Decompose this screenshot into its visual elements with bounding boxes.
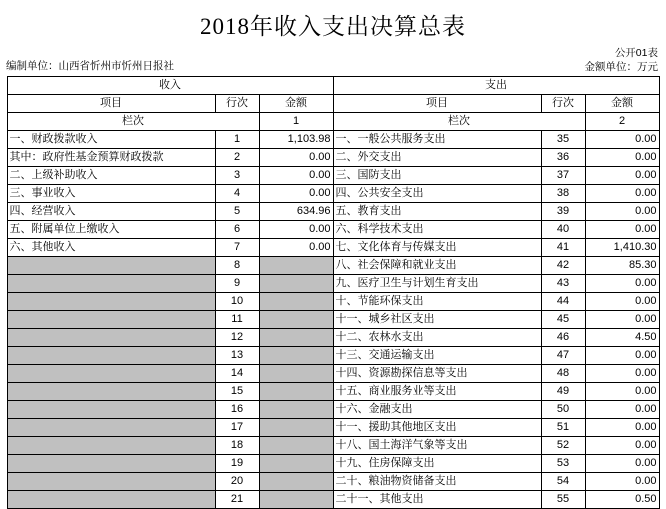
page-title: 2018年收入支出决算总表 — [200, 14, 466, 39]
cell-income-amount: 0.00 — [259, 185, 333, 203]
meta-row-top — [0, 47, 666, 60]
table-row — [7, 419, 659, 437]
cell-income-line: 19 — [215, 455, 259, 473]
cell-income-line: 10 — [215, 293, 259, 311]
cell-income-amount: 1,103.98 — [259, 131, 333, 149]
cell-exp-item: 十一、城乡社区支出 — [333, 311, 541, 329]
cell-income-line: 8 — [215, 257, 259, 275]
table-row — [7, 311, 659, 329]
cell-income-amount — [259, 383, 333, 401]
cell-income-line: 3 — [215, 167, 259, 185]
cell-exp-line: 55 — [541, 491, 585, 509]
cell-exp-item: 十一、援助其他地区支出 — [333, 419, 541, 437]
cell-income-amount: 0.00 — [259, 149, 333, 167]
cell-income-amount — [259, 491, 333, 509]
cell-exp-line: 46 — [541, 329, 585, 347]
table-row — [7, 455, 659, 473]
cell-income-item — [7, 419, 215, 437]
group-header-income: 收入 — [7, 77, 333, 95]
cell-exp-amount: 1,410.30 — [585, 239, 659, 257]
cell-income-line: 6 — [215, 221, 259, 239]
cell-exp-item: 五、教育支出 — [333, 203, 541, 221]
cell-income-line: 16 — [215, 401, 259, 419]
cell-exp-amount: 0.00 — [585, 437, 659, 455]
cell-exp-line: 43 — [541, 275, 585, 293]
cell-exp-line: 53 — [541, 455, 585, 473]
cell-exp-item: 十四、资源勘探信息等支出 — [333, 365, 541, 383]
cell-income-line: 18 — [215, 437, 259, 455]
cell-exp-line: 41 — [541, 239, 585, 257]
cell-exp-item: 四、公共安全支出 — [333, 185, 541, 203]
table-column-header-row — [7, 95, 659, 113]
column-header-income-line: 行次 — [215, 95, 259, 113]
cell-income-item — [7, 473, 215, 491]
table-row — [7, 239, 659, 257]
cell-exp-amount: 0.00 — [585, 455, 659, 473]
cell-exp-item: 二、外交支出 — [333, 149, 541, 167]
group-header-expenditure: 支出 — [333, 77, 659, 95]
cell-exp-item: 十六、金融支出 — [333, 401, 541, 419]
subheader-income-number: 1 — [259, 113, 333, 131]
cell-exp-item: 八、社会保障和就业支出 — [333, 257, 541, 275]
cell-income-line: 17 — [215, 419, 259, 437]
cell-exp-line: 48 — [541, 365, 585, 383]
cell-exp-item: 三、国防支出 — [333, 167, 541, 185]
cell-exp-line: 39 — [541, 203, 585, 221]
cell-exp-line: 51 — [541, 419, 585, 437]
cell-exp-line: 54 — [541, 473, 585, 491]
cell-income-item — [7, 491, 215, 509]
table-row — [7, 437, 659, 455]
cell-income-line: 5 — [215, 203, 259, 221]
table-row — [7, 365, 659, 383]
cell-income-amount — [259, 401, 333, 419]
table-row — [7, 329, 659, 347]
cell-exp-item: 二十、粮油物资储备支出 — [333, 473, 541, 491]
cell-income-item — [7, 329, 215, 347]
cell-income-amount — [259, 437, 333, 455]
table-body — [7, 131, 659, 509]
cell-exp-amount: 0.50 — [585, 491, 659, 509]
cell-exp-line: 40 — [541, 221, 585, 239]
cell-income-item — [7, 293, 215, 311]
table-row — [7, 401, 659, 419]
cell-exp-amount: 0.00 — [585, 293, 659, 311]
cell-exp-item: 七、文化体育与传媒支出 — [333, 239, 541, 257]
cell-exp-amount: 0.00 — [585, 365, 659, 383]
cell-income-item: 四、经营收入 — [7, 203, 215, 221]
cell-exp-amount: 0.00 — [585, 203, 659, 221]
cell-exp-line: 35 — [541, 131, 585, 149]
cell-exp-amount: 0.00 — [585, 167, 659, 185]
cell-exp-line: 42 — [541, 257, 585, 275]
cell-income-item — [7, 455, 215, 473]
column-header-exp-item: 项目 — [333, 95, 541, 113]
cell-income-amount — [259, 473, 333, 491]
cell-exp-line: 37 — [541, 167, 585, 185]
cell-exp-line: 36 — [541, 149, 585, 167]
cell-income-amount: 0.00 — [259, 239, 333, 257]
amount-unit: 金额单位：万元 — [584, 61, 658, 73]
cell-income-item: 五、附属单位上缴收入 — [7, 221, 215, 239]
cell-exp-amount: 0.00 — [585, 419, 659, 437]
column-header-exp-amount: 金额 — [585, 95, 659, 113]
cell-exp-line: 44 — [541, 293, 585, 311]
cell-exp-amount: 0.00 — [585, 275, 659, 293]
cell-exp-item: 十八、国土海洋气象等支出 — [333, 437, 541, 455]
cell-income-line: 13 — [215, 347, 259, 365]
cell-exp-amount: 0.00 — [585, 401, 659, 419]
cell-income-amount — [259, 329, 333, 347]
table-row — [7, 131, 659, 149]
table-row — [7, 275, 659, 293]
cell-exp-item: 十、节能环保支出 — [333, 293, 541, 311]
column-header-income-item: 项目 — [7, 95, 215, 113]
compiling-unit: 编制单位：山西省忻州市忻州日报社 — [6, 60, 174, 72]
cell-income-item: 三、事业收入 — [7, 185, 215, 203]
cell-income-amount — [259, 419, 333, 437]
cell-income-line: 21 — [215, 491, 259, 509]
cell-income-item: 一、财政拨款收入 — [7, 131, 215, 149]
meta-row-bottom — [0, 60, 666, 74]
cell-exp-amount: 4.50 — [585, 329, 659, 347]
cell-exp-item: 二十一、其他支出 — [333, 491, 541, 509]
cell-exp-amount: 0.00 — [585, 149, 659, 167]
budget-table — [7, 76, 660, 509]
cell-income-amount: 0.00 — [259, 221, 333, 239]
cell-income-item: 二、上级补助收入 — [7, 167, 215, 185]
cell-exp-item: 六、科学技术支出 — [333, 221, 541, 239]
cell-income-amount: 634.96 — [259, 203, 333, 221]
cell-income-line: 2 — [215, 149, 259, 167]
cell-income-line: 14 — [215, 365, 259, 383]
cell-exp-amount: 0.00 — [585, 185, 659, 203]
cell-income-item — [7, 311, 215, 329]
form-code: 公开01表 — [614, 47, 658, 59]
table-row — [7, 149, 659, 167]
table-row — [7, 473, 659, 491]
cell-income-line: 4 — [215, 185, 259, 203]
cell-income-amount — [259, 293, 333, 311]
table-subheader-row — [7, 113, 659, 131]
cell-exp-line: 47 — [541, 347, 585, 365]
cell-exp-item: 十三、交通运输支出 — [333, 347, 541, 365]
cell-income-amount — [259, 257, 333, 275]
cell-income-amount: 0.00 — [259, 167, 333, 185]
cell-income-item — [7, 383, 215, 401]
cell-exp-line: 50 — [541, 401, 585, 419]
cell-exp-amount: 0.00 — [585, 473, 659, 491]
cell-income-line: 7 — [215, 239, 259, 257]
cell-income-amount — [259, 311, 333, 329]
cell-exp-item: 十五、商业服务业等支出 — [333, 383, 541, 401]
cell-income-item: 六、其他收入 — [7, 239, 215, 257]
cell-income-line: 1 — [215, 131, 259, 149]
cell-income-line: 12 — [215, 329, 259, 347]
table-row — [7, 491, 659, 509]
cell-exp-item: 一、一般公共服务支出 — [333, 131, 541, 149]
cell-exp-item: 十二、农林水支出 — [333, 329, 541, 347]
cell-income-line: 11 — [215, 311, 259, 329]
table-row — [7, 221, 659, 239]
cell-income-item — [7, 275, 215, 293]
subheader-exp-label: 栏次 — [333, 113, 585, 131]
table-row — [7, 203, 659, 221]
column-header-exp-line: 行次 — [541, 95, 585, 113]
cell-income-amount — [259, 275, 333, 293]
table-row — [7, 185, 659, 203]
table-row — [7, 293, 659, 311]
cell-income-amount — [259, 347, 333, 365]
cell-income-item — [7, 401, 215, 419]
cell-exp-line: 49 — [541, 383, 585, 401]
cell-exp-amount: 0.00 — [585, 383, 659, 401]
table-row — [7, 383, 659, 401]
cell-exp-item: 九、医疗卫生与计划生育支出 — [333, 275, 541, 293]
cell-income-item — [7, 365, 215, 383]
cell-exp-line: 45 — [541, 311, 585, 329]
cell-income-item — [7, 257, 215, 275]
table-row — [7, 257, 659, 275]
column-header-income-amount: 金额 — [259, 95, 333, 113]
cell-income-line: 15 — [215, 383, 259, 401]
cell-income-item: 其中：政府性基金预算财政拨款 — [7, 149, 215, 167]
cell-exp-amount: 85.30 — [585, 257, 659, 275]
cell-income-item — [7, 437, 215, 455]
table-row — [7, 347, 659, 365]
cell-income-line: 20 — [215, 473, 259, 491]
cell-exp-line: 52 — [541, 437, 585, 455]
cell-exp-amount: 0.00 — [585, 131, 659, 149]
cell-income-amount — [259, 365, 333, 383]
cell-exp-amount: 0.00 — [585, 347, 659, 365]
cell-exp-line: 38 — [541, 185, 585, 203]
cell-income-line: 9 — [215, 275, 259, 293]
cell-income-item — [7, 347, 215, 365]
table-group-header-row — [7, 77, 659, 95]
subheader-exp-number: 2 — [585, 113, 659, 131]
cell-exp-amount: 0.00 — [585, 221, 659, 239]
table-row — [7, 167, 659, 185]
cell-income-amount — [259, 455, 333, 473]
cell-exp-item: 十九、住房保障支出 — [333, 455, 541, 473]
cell-exp-amount: 0.00 — [585, 311, 659, 329]
subheader-income-label: 栏次 — [7, 113, 259, 131]
